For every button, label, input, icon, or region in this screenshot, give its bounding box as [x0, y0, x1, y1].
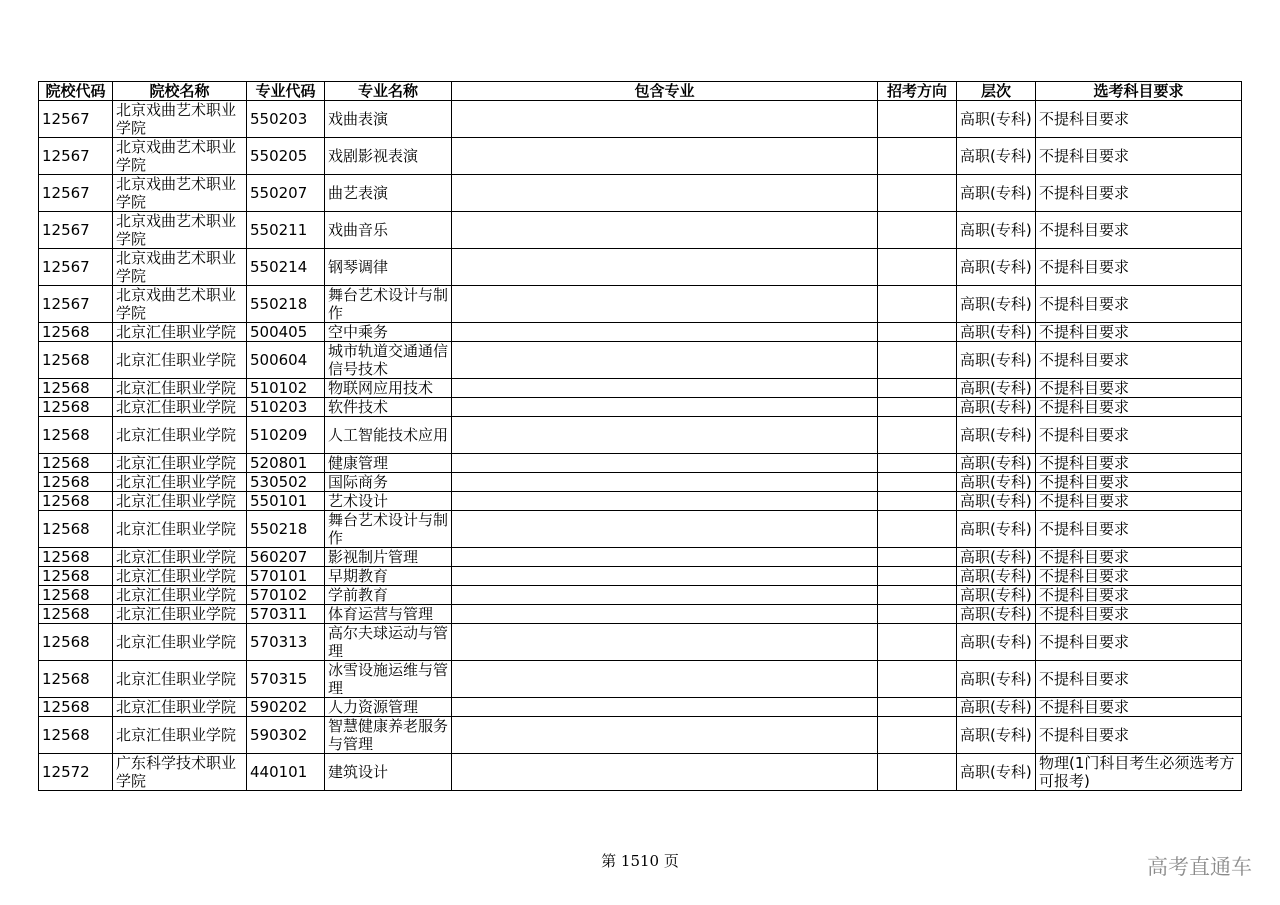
- cell-school-code: 12568: [39, 717, 113, 754]
- cell-school-code: 12568: [39, 661, 113, 698]
- table-row: [39, 398, 1242, 417]
- cell-direction: [878, 175, 957, 212]
- cell-school-code: 12567: [39, 286, 113, 323]
- cell-school-code: 12568: [39, 379, 113, 398]
- cell-school-name: 北京汇佳职业学院: [113, 379, 247, 398]
- cell-major-name: 人工智能技术应用: [325, 417, 452, 454]
- header-subject-requirement: 选考科目要求: [1036, 82, 1242, 101]
- cell-direction: [878, 511, 957, 548]
- cell-included-majors: [452, 698, 878, 717]
- table-row: [39, 548, 1242, 567]
- cell-school-name: 北京汇佳职业学院: [113, 511, 247, 548]
- table-row: [39, 138, 1242, 175]
- cell-school-name: 北京汇佳职业学院: [113, 323, 247, 342]
- cell-school-name: 北京戏曲艺术职业学院: [113, 212, 247, 249]
- cell-level: 高职(专科): [957, 286, 1036, 323]
- cell-major-name: 冰雪设施运维与管理: [325, 661, 452, 698]
- cell-major-name: 曲艺表演: [325, 175, 452, 212]
- cell-subject-requirement: 不提科目要求: [1036, 417, 1242, 454]
- cell-major-code: 510102: [247, 379, 325, 398]
- cell-major-code: 440101: [247, 754, 325, 791]
- cell-school-name: 北京戏曲艺术职业学院: [113, 249, 247, 286]
- cell-school-code: 12568: [39, 605, 113, 624]
- cell-subject-requirement: 不提科目要求: [1036, 661, 1242, 698]
- cell-level: 高职(专科): [957, 342, 1036, 379]
- cell-school-name: 北京汇佳职业学院: [113, 342, 247, 379]
- cell-school-name: 广东科学技术职业学院: [113, 754, 247, 791]
- cell-level: 高职(专科): [957, 323, 1036, 342]
- cell-level: 高职(专科): [957, 212, 1036, 249]
- cell-subject-requirement: 物理(1门科目考生必须选考方可报考): [1036, 754, 1242, 791]
- cell-major-code: 550203: [247, 101, 325, 138]
- cell-direction: [878, 342, 957, 379]
- cell-included-majors: [452, 473, 878, 492]
- cell-major-code: 550211: [247, 212, 325, 249]
- watermark-text: 高考直通车: [1147, 855, 1252, 879]
- cell-included-majors: [452, 605, 878, 624]
- cell-major-code: 510209: [247, 417, 325, 454]
- cell-major-name: 人力资源管理: [325, 698, 452, 717]
- cell-included-majors: [452, 101, 878, 138]
- cell-school-name: 北京汇佳职业学院: [113, 586, 247, 605]
- cell-included-majors: [452, 138, 878, 175]
- cell-school-name: 北京汇佳职业学院: [113, 605, 247, 624]
- table-row: [39, 323, 1242, 342]
- cell-subject-requirement: 不提科目要求: [1036, 567, 1242, 586]
- cell-direction: [878, 379, 957, 398]
- cell-direction: [878, 249, 957, 286]
- cell-direction: [878, 698, 957, 717]
- table-row: [39, 175, 1242, 212]
- cell-level: 高职(专科): [957, 605, 1036, 624]
- cell-subject-requirement: 不提科目要求: [1036, 286, 1242, 323]
- cell-included-majors: [452, 398, 878, 417]
- cell-school-code: 12568: [39, 417, 113, 454]
- table-row: [39, 101, 1242, 138]
- cell-included-majors: [452, 323, 878, 342]
- cell-school-name: 北京汇佳职业学院: [113, 454, 247, 473]
- cell-major-name: 高尔夫球运动与管理: [325, 624, 452, 661]
- cell-major-name: 城市轨道交通通信信号技术: [325, 342, 452, 379]
- cell-school-name: 北京汇佳职业学院: [113, 717, 247, 754]
- cell-major-code: 590302: [247, 717, 325, 754]
- table-row: [39, 212, 1242, 249]
- cell-level: 高职(专科): [957, 586, 1036, 605]
- table-row: [39, 492, 1242, 511]
- cell-direction: [878, 398, 957, 417]
- cell-school-code: 12568: [39, 624, 113, 661]
- cell-subject-requirement: 不提科目要求: [1036, 624, 1242, 661]
- header-major-code: 专业代码: [247, 82, 325, 101]
- cell-direction: [878, 323, 957, 342]
- cell-level: 高职(专科): [957, 454, 1036, 473]
- cell-included-majors: [452, 417, 878, 454]
- cell-direction: [878, 717, 957, 754]
- cell-direction: [878, 212, 957, 249]
- cell-major-code: 530502: [247, 473, 325, 492]
- cell-major-name: 早期教育: [325, 567, 452, 586]
- cell-subject-requirement: 不提科目要求: [1036, 175, 1242, 212]
- cell-major-code: 550101: [247, 492, 325, 511]
- cell-major-code: 550207: [247, 175, 325, 212]
- cell-major-name: 智慧健康养老服务与管理: [325, 717, 452, 754]
- cell-subject-requirement: 不提科目要求: [1036, 548, 1242, 567]
- table-body: [39, 101, 1242, 791]
- cell-direction: [878, 417, 957, 454]
- cell-major-name: 舞台艺术设计与制作: [325, 286, 452, 323]
- table-row: [39, 473, 1242, 492]
- table-row: [39, 286, 1242, 323]
- cell-direction: [878, 754, 957, 791]
- table-row: [39, 417, 1242, 454]
- cell-school-code: 12567: [39, 249, 113, 286]
- cell-major-name: 国际商务: [325, 473, 452, 492]
- cell-level: 高职(专科): [957, 175, 1036, 212]
- cell-major-name: 影视制片管理: [325, 548, 452, 567]
- cell-school-name: 北京汇佳职业学院: [113, 398, 247, 417]
- cell-subject-requirement: 不提科目要求: [1036, 586, 1242, 605]
- cell-school-code: 12567: [39, 101, 113, 138]
- cell-major-code: 570315: [247, 661, 325, 698]
- cell-level: 高职(专科): [957, 101, 1036, 138]
- cell-subject-requirement: 不提科目要求: [1036, 473, 1242, 492]
- header-school-code: 院校代码: [39, 82, 113, 101]
- cell-level: 高职(专科): [957, 661, 1036, 698]
- cell-major-name: 戏剧影视表演: [325, 138, 452, 175]
- table-row: [39, 567, 1242, 586]
- cell-direction: [878, 605, 957, 624]
- admission-table-container: [38, 81, 1241, 791]
- table-row: [39, 586, 1242, 605]
- header-major-name: 专业名称: [325, 82, 452, 101]
- cell-major-name: 软件技术: [325, 398, 452, 417]
- admission-table: [38, 81, 1242, 791]
- cell-level: 高职(专科): [957, 417, 1036, 454]
- cell-major-code: 500604: [247, 342, 325, 379]
- cell-level: 高职(专科): [957, 698, 1036, 717]
- cell-major-code: 550218: [247, 286, 325, 323]
- cell-school-name: 北京汇佳职业学院: [113, 492, 247, 511]
- cell-included-majors: [452, 286, 878, 323]
- cell-subject-requirement: 不提科目要求: [1036, 342, 1242, 379]
- table-row: [39, 624, 1242, 661]
- cell-subject-requirement: 不提科目要求: [1036, 379, 1242, 398]
- cell-school-code: 12567: [39, 175, 113, 212]
- cell-school-code: 12568: [39, 567, 113, 586]
- cell-major-name: 体育运营与管理: [325, 605, 452, 624]
- cell-major-code: 550218: [247, 511, 325, 548]
- cell-included-majors: [452, 586, 878, 605]
- cell-subject-requirement: 不提科目要求: [1036, 323, 1242, 342]
- cell-major-code: 550214: [247, 249, 325, 286]
- table-row: [39, 754, 1242, 791]
- cell-subject-requirement: 不提科目要求: [1036, 101, 1242, 138]
- cell-school-code: 12568: [39, 342, 113, 379]
- cell-level: 高职(专科): [957, 249, 1036, 286]
- cell-included-majors: [452, 249, 878, 286]
- cell-school-code: 12568: [39, 398, 113, 417]
- cell-school-code: 12568: [39, 454, 113, 473]
- cell-subject-requirement: 不提科目要求: [1036, 454, 1242, 473]
- header-direction: 招考方向: [878, 82, 957, 101]
- table-row: [39, 379, 1242, 398]
- cell-major-name: 健康管理: [325, 454, 452, 473]
- cell-major-code: 570102: [247, 586, 325, 605]
- cell-school-name: 北京汇佳职业学院: [113, 698, 247, 717]
- cell-major-name: 空中乘务: [325, 323, 452, 342]
- table-header-row: [39, 82, 1242, 101]
- cell-direction: [878, 624, 957, 661]
- cell-level: 高职(专科): [957, 511, 1036, 548]
- cell-included-majors: [452, 548, 878, 567]
- cell-included-majors: [452, 717, 878, 754]
- cell-direction: [878, 473, 957, 492]
- cell-level: 高职(专科): [957, 624, 1036, 661]
- cell-level: 高职(专科): [957, 717, 1036, 754]
- cell-included-majors: [452, 342, 878, 379]
- cell-major-code: 570101: [247, 567, 325, 586]
- cell-major-code: 510203: [247, 398, 325, 417]
- cell-level: 高职(专科): [957, 398, 1036, 417]
- cell-school-code: 12568: [39, 511, 113, 548]
- cell-subject-requirement: 不提科目要求: [1036, 698, 1242, 717]
- cell-level: 高职(专科): [957, 138, 1036, 175]
- cell-major-code: 520801: [247, 454, 325, 473]
- cell-major-name: 舞台艺术设计与制作: [325, 511, 452, 548]
- cell-level: 高职(专科): [957, 492, 1036, 511]
- table-row: [39, 698, 1242, 717]
- cell-direction: [878, 492, 957, 511]
- cell-major-code: 590202: [247, 698, 325, 717]
- cell-included-majors: [452, 175, 878, 212]
- cell-school-name: 北京汇佳职业学院: [113, 417, 247, 454]
- cell-school-name: 北京汇佳职业学院: [113, 567, 247, 586]
- cell-subject-requirement: 不提科目要求: [1036, 212, 1242, 249]
- cell-level: 高职(专科): [957, 473, 1036, 492]
- cell-major-name: 戏曲表演: [325, 101, 452, 138]
- cell-school-name: 北京戏曲艺术职业学院: [113, 175, 247, 212]
- cell-school-code: 12572: [39, 754, 113, 791]
- cell-subject-requirement: 不提科目要求: [1036, 249, 1242, 286]
- cell-major-code: 570313: [247, 624, 325, 661]
- cell-school-name: 北京戏曲艺术职业学院: [113, 101, 247, 138]
- cell-school-name: 北京汇佳职业学院: [113, 548, 247, 567]
- cell-included-majors: [452, 567, 878, 586]
- cell-direction: [878, 567, 957, 586]
- cell-included-majors: [452, 661, 878, 698]
- cell-school-code: 12568: [39, 586, 113, 605]
- cell-major-code: 550205: [247, 138, 325, 175]
- cell-level: 高职(专科): [957, 379, 1036, 398]
- cell-level: 高职(专科): [957, 548, 1036, 567]
- table-row: [39, 342, 1242, 379]
- header-level: 层次: [957, 82, 1036, 101]
- cell-level: 高职(专科): [957, 754, 1036, 791]
- cell-level: 高职(专科): [957, 567, 1036, 586]
- cell-direction: [878, 586, 957, 605]
- cell-direction: [878, 101, 957, 138]
- table-row: [39, 454, 1242, 473]
- page-number: 第 1510 页: [601, 852, 679, 870]
- cell-major-code: 500405: [247, 323, 325, 342]
- cell-school-name: 北京戏曲艺术职业学院: [113, 286, 247, 323]
- cell-school-name: 北京汇佳职业学院: [113, 624, 247, 661]
- cell-school-code: 12567: [39, 212, 113, 249]
- table-row: [39, 249, 1242, 286]
- cell-subject-requirement: 不提科目要求: [1036, 398, 1242, 417]
- cell-school-name: 北京戏曲艺术职业学院: [113, 138, 247, 175]
- cell-included-majors: [452, 624, 878, 661]
- cell-school-name: 北京汇佳职业学院: [113, 473, 247, 492]
- cell-included-majors: [452, 754, 878, 791]
- header-included-majors: 包含专业: [452, 82, 878, 101]
- table-row: [39, 605, 1242, 624]
- cell-major-name: 艺术设计: [325, 492, 452, 511]
- cell-included-majors: [452, 454, 878, 473]
- cell-major-code: 560207: [247, 548, 325, 567]
- cell-subject-requirement: 不提科目要求: [1036, 605, 1242, 624]
- cell-subject-requirement: 不提科目要求: [1036, 717, 1242, 754]
- cell-direction: [878, 138, 957, 175]
- table-row: [39, 717, 1242, 754]
- cell-subject-requirement: 不提科目要求: [1036, 138, 1242, 175]
- cell-included-majors: [452, 212, 878, 249]
- cell-major-name: 学前教育: [325, 586, 452, 605]
- cell-direction: [878, 454, 957, 473]
- cell-school-code: 12568: [39, 323, 113, 342]
- cell-direction: [878, 286, 957, 323]
- cell-school-code: 12568: [39, 698, 113, 717]
- cell-major-code: 570311: [247, 605, 325, 624]
- cell-included-majors: [452, 511, 878, 548]
- cell-school-code: 12568: [39, 473, 113, 492]
- cell-major-name: 戏曲音乐: [325, 212, 452, 249]
- header-school-name: 院校名称: [113, 82, 247, 101]
- cell-subject-requirement: 不提科目要求: [1036, 492, 1242, 511]
- cell-major-name: 建筑设计: [325, 754, 452, 791]
- cell-included-majors: [452, 379, 878, 398]
- cell-subject-requirement: 不提科目要求: [1036, 511, 1242, 548]
- cell-major-name: 钢琴调律: [325, 249, 452, 286]
- cell-direction: [878, 661, 957, 698]
- cell-included-majors: [452, 492, 878, 511]
- cell-school-code: 12568: [39, 492, 113, 511]
- table-row: [39, 661, 1242, 698]
- table-row: [39, 511, 1242, 548]
- cell-school-code: 12568: [39, 548, 113, 567]
- cell-school-name: 北京汇佳职业学院: [113, 661, 247, 698]
- cell-school-code: 12567: [39, 138, 113, 175]
- cell-direction: [878, 548, 957, 567]
- cell-major-name: 物联网应用技术: [325, 379, 452, 398]
